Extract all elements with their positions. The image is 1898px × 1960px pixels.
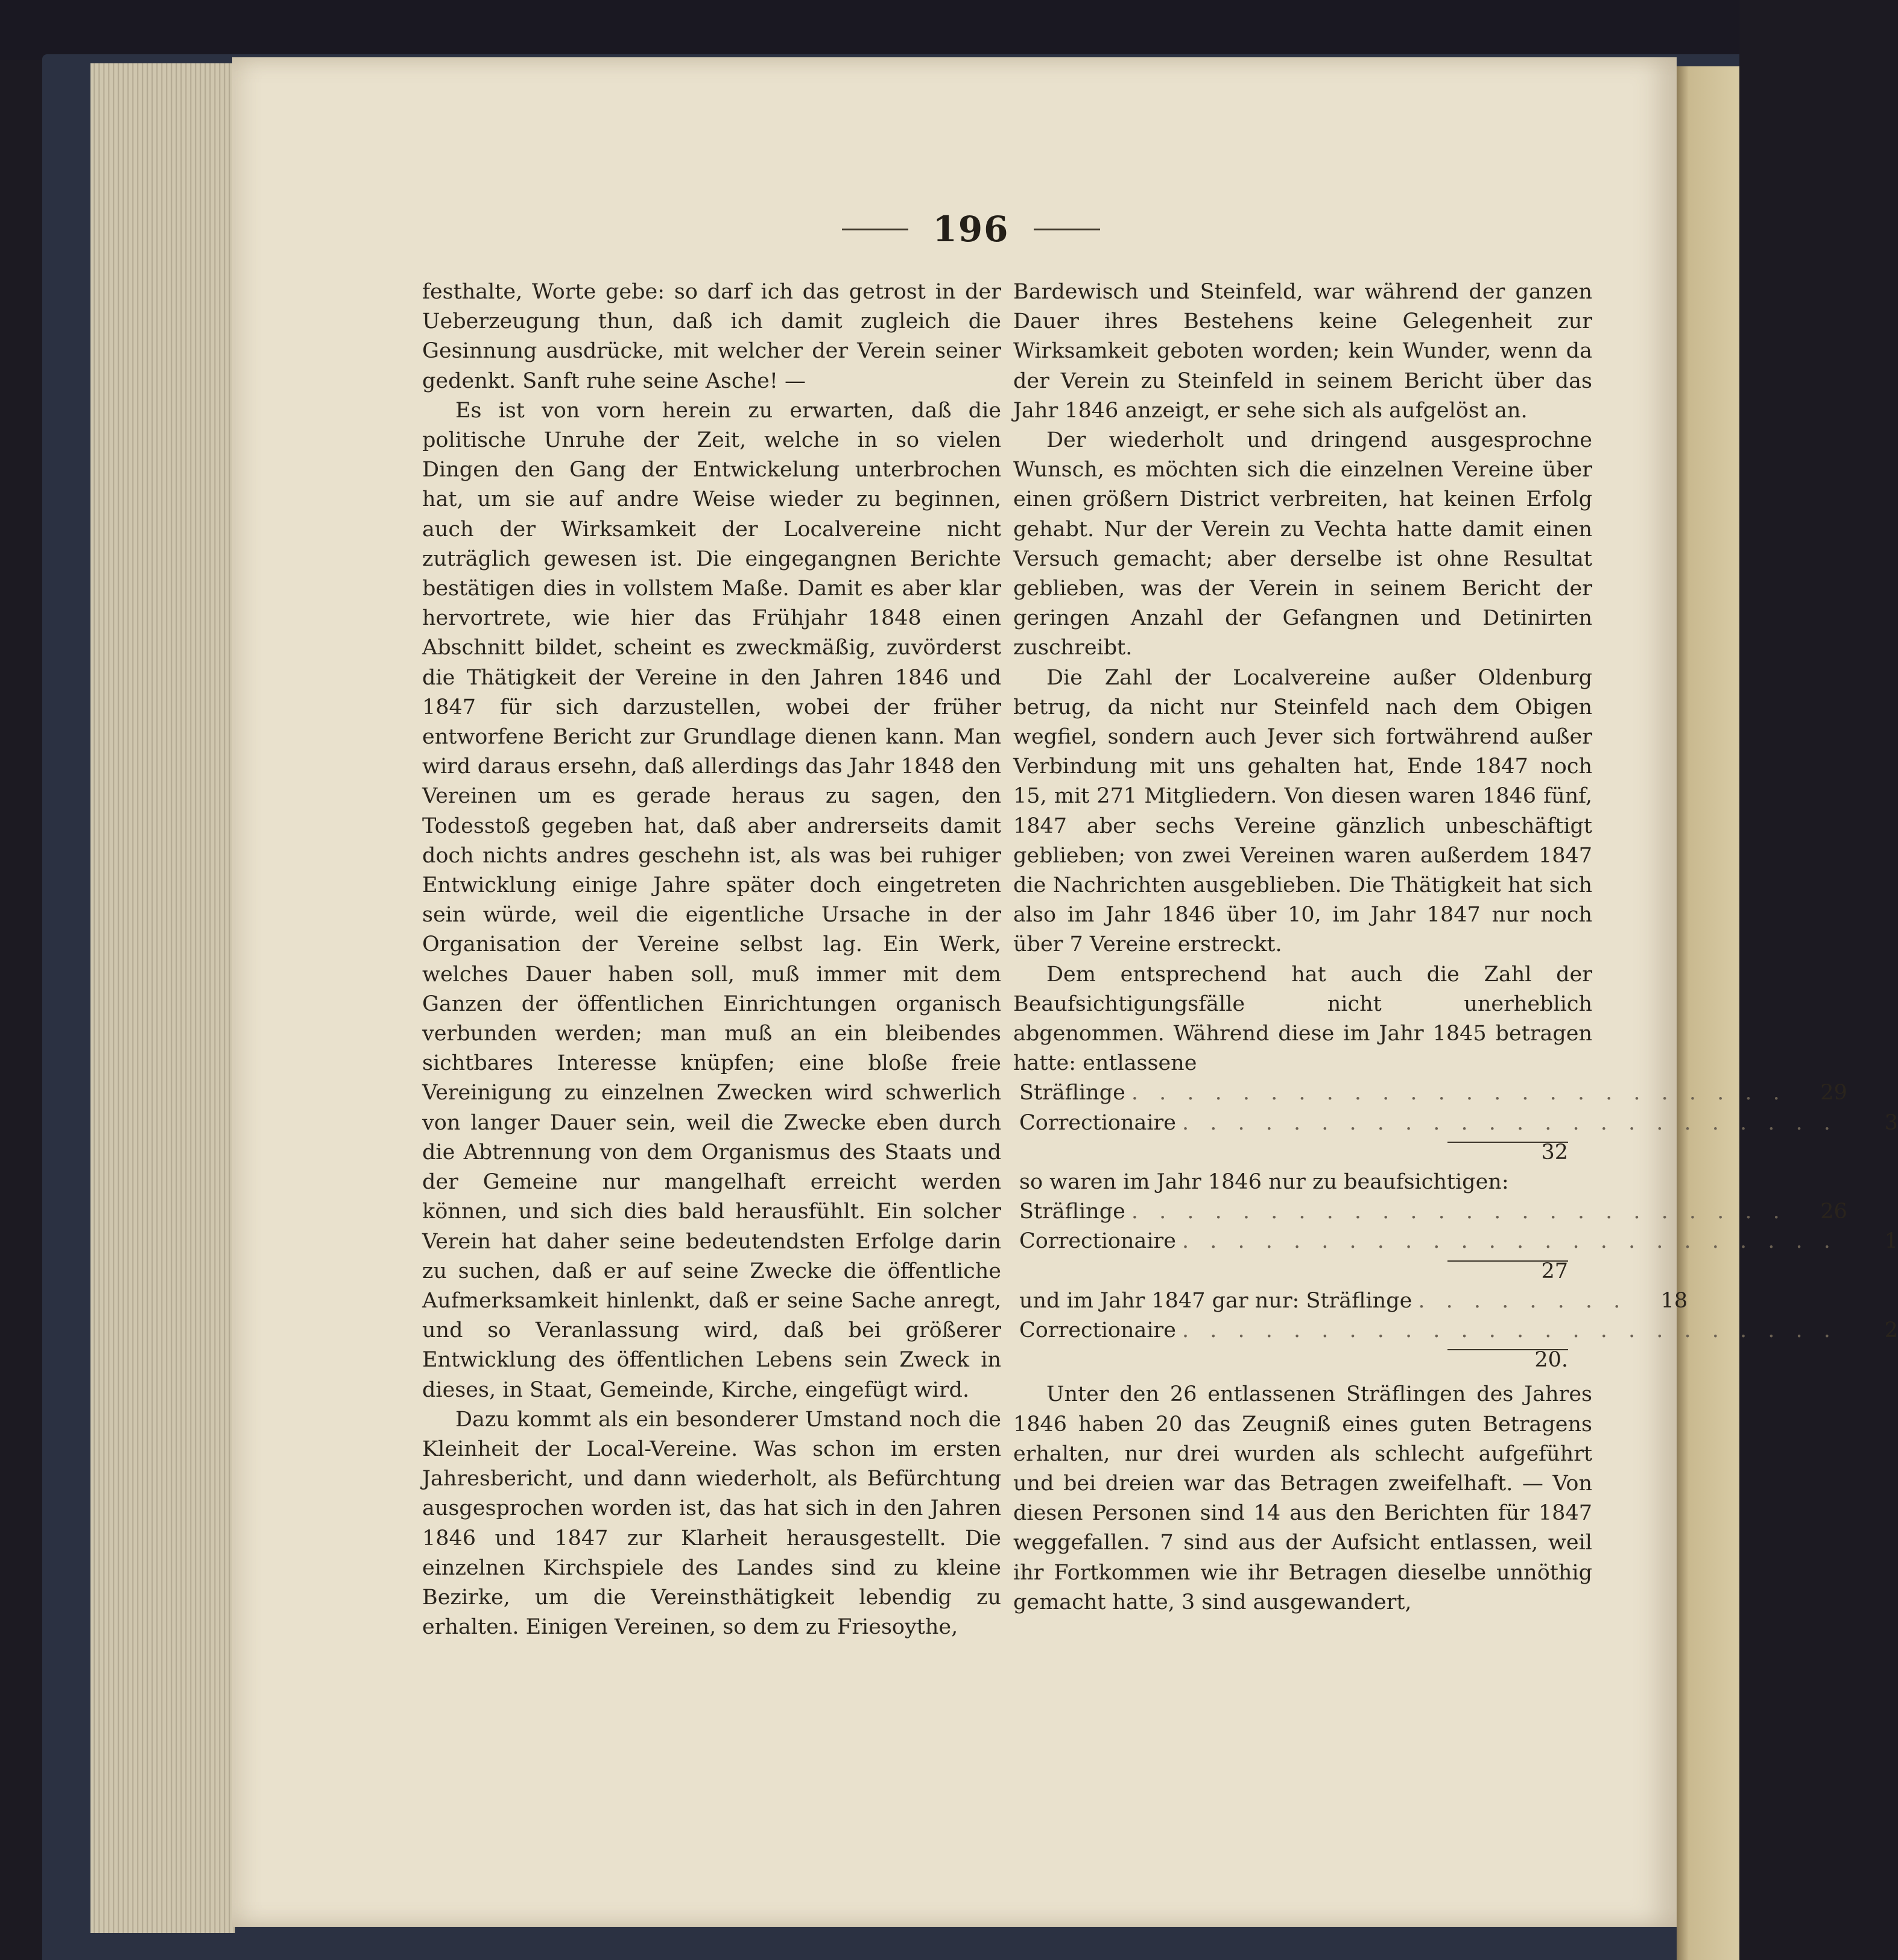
paragraph: festhalte, Worte gebe: so darf ich das getrost in der Ueberzeugung thun, daß ich damit zugleich die Gesinnung ausdrücke, mit welcher der Verein seiner gedenkt. Sanft ruhe seine Asche! —: [422, 280, 1001, 393]
paragraph: Es ist von vorn herein zu erwarten, daß die politische Unruhe der Zeit, welche in so vielen Dingen den Gang der Entwickelung unterbrochen hat, um sie auf andre Weise wieder zu beginnen, auch der Wirksamkeit der Localvereine nicht zuträglich gewesen ist. Die eingegangnen Berichte bestätigen dies in vollstem Maße. Damit es aber klar hervortrete, wie hier das Frühjahr 1848 einen Abschnitt bildet, scheint es zweckmäßig, zuvörderst die Thätigkeit der Vereine in den Jahren 1846 und 1847 für sich darzustellen, wobei der früher entworfene Bericht zur Grundlage dienen kann. Man wird daraus ersehn, daß allerdings das Jahr 1848 den Vereinen um es gerade heraus zu sagen, den Todesstoß gegeben hat, daß aber andrerseits damit doch nichts andres geschehn ist, als was bei ruhiger Entwicklung einige Jahre später doch eingetreten sein würde, weil die eigentliche Ursache in der Organisation der Vereine selbst lag. Ein Werk, welches Dauer haben soll, muß immer mit dem Ganzen der öffentlichen Einrichtungen organisch verbunden werden; man muß an ein bleibendes sichtbares Interesse knüpfen; eine bloße freie Vereinigung zu einzelnen Zwecken wird schwerlich von langer Dauer sein, weil die Zwecke eben durch die Abtrennung von dem Organismus des Staats und der Gemeine nur mangelhaft erreicht werden können, und sich dies bald herausfühlt. Ein solcher Verein hat daher seine bedeutendsten Erfolge darin zu suchen, daß er auf seine Zwecke die öffentliche Aufmerksamkeit hinlenkt, daß er seine Sache anregt, und so Veranlassung wird, daß bei größerer Entwicklung des öffentlichen Lebens sein Zweck in dieses, in Staat, Gemeinde, Kirche, eingefügt wird.: [422, 398, 1001, 1402]
right-column: [1013, 277, 1898, 1617]
paragraph: Dazu kommt als ein besonderer Umstand noch die Kleinheit der Local-Vereine. Was schon im ersten Jahresbericht, und dann wiederholt, als Befürchtung ausgesprochen worden ist, das hat sich in den Jahren 1846 und 1847 zur Klarheit herausgestellt. Die einzelnen Kirchspiele des Landes sind zu kleine Bezirke, um die Vereinsthätigkeit lebendig zu erhalten. Einigen Vereinen, so dem zu Friesoythe,: [422, 1407, 1001, 1640]
facing-page-edge: [1677, 66, 1739, 1960]
row-label: und im Jahr 1847 gar nur: Sträflinge: [1019, 1288, 1412, 1313]
row-label: Correctionaire: [1019, 1318, 1177, 1342]
paragraph: Bardewisch und Steinfeld, war während der ganzen Dauer ihres Bestehens keine Gelegenheit zur Wirksamkeit geboten worden; kein Wunder, wenn da der Verein zu Steinfeld in seinem Bericht über das Jahr 1846 anzeigt, er sehe sich als aufgelöst an.: [1013, 280, 1592, 423]
paragraph: Unter den 26 entlassenen Sträflingen des Jahres 1846 haben 20 das Zeugniß eines guten Betragens erhalten, nur drei wurden als schlecht aufgeführt und bei dreien war das Betragen zweifelhaft. — Von diesen Personen sind 14 aus den Berichten für 1847 weggefallen. 7 sind aus der Aufsicht entlassen, weil ihr Fortkommen wie ihr Betragen dieselbe unnöthig gemacht hatte, 3 sind ausgewandert,: [1013, 1382, 1592, 1614]
table-row: [1019, 1078, 1847, 1108]
header-rule-right: [1034, 229, 1100, 230]
row-label: Correctionaire: [1019, 1110, 1177, 1135]
row-label: Correctionaire: [1019, 1229, 1177, 1254]
dot-leader: . . . . . . . . . . . . . . . . . . . . . . . .: [1182, 1229, 1838, 1254]
table-row: [1019, 1227, 1898, 1256]
left-column: [422, 277, 1001, 1642]
header-rule-left: [842, 229, 908, 230]
paragraph: Der wiederholt und dringend ausgesprochne Wunsch, es möchten sich die einzelnen Vereine über einen größern District verbreiten, hat keinen Erfolg gehabt. Nur der Verein zu Vechta hatte damit einen Versuch gemacht; aber derselbe ist ohne Resultat geblieben, was der Verein in seinem Bericht der geringen Anzahl der Gefangnen und Detinirten zuschreibt.: [1013, 428, 1592, 660]
paragraph: Dem entsprechend hat auch die Zahl der Beaufsichtigungsfälle nicht unerheblich abgenommen. Während diese im Jahr 1845 betragen hatte: entlassene: [1013, 962, 1592, 1076]
page-header: [802, 208, 1140, 250]
row-total: 20.: [1534, 1348, 1568, 1373]
table-row: [1019, 1108, 1898, 1138]
backdrop: [0, 0, 1739, 60]
table-total-row: [1019, 1257, 1568, 1286]
row-value: 18: [1660, 1288, 1688, 1313]
paragraph: Die Zahl der Localvereine außer Oldenburg betrug, da nicht nur Steinfeld nach dem Obigen wegfiel, sondern auch Jever sich fortwährend außer Verbindung mit uns gehalten hat, Ende 1847 noch 15, mit 271 Mitgliedern. Von diesen waren 1846 fünf, 1847 aber sechs Vereine gänzlich unbeschäftigt geblieben; von zwei Vereinen waren außerdem 1847 die Nachrichten ausgeblieben. Die Thätigkeit hat sich also im Jahr 1846 über 10, im Jahr 1847 nur noch über 7 Vereine erstreckt.: [1013, 665, 1592, 957]
dot-leader: . . . . . . . . . . . . . . . . . . . . . . . .: [1182, 1318, 1838, 1342]
row-label: Sträflinge: [1019, 1081, 1125, 1105]
row-value: 3: [1884, 1110, 1898, 1135]
table-row: [1019, 1286, 1688, 1316]
table-row: [1019, 1316, 1898, 1345]
dot-leader: . . . . . . . . . . . . . . . . . . . . . . . .: [1131, 1200, 1787, 1224]
supervision-table: [1019, 1078, 1898, 1375]
table-row: [1019, 1197, 1847, 1227]
table-total-row: [1019, 1345, 1568, 1375]
row-value: 1: [1884, 1229, 1898, 1254]
row-value: 2: [1884, 1318, 1898, 1342]
row-value: 29: [1820, 1081, 1847, 1105]
table-intro: so waren im Jahr 1846 nur zu beaufsichtigen:: [1019, 1170, 1509, 1195]
row-total: 32: [1541, 1140, 1568, 1165]
page-number: 196: [932, 209, 1010, 250]
table-total-row: [1019, 1138, 1568, 1168]
row-total: 27: [1541, 1259, 1568, 1283]
dot-leader: . . . . . . . . . . . . . . . . . . . . . . . .: [1182, 1110, 1838, 1135]
row-label: Sträflinge: [1019, 1200, 1125, 1224]
dot-leader: . . . . . . . .: [1418, 1288, 1628, 1313]
page-edges: [90, 63, 235, 1933]
row-value: 26: [1820, 1200, 1847, 1224]
dot-leader: . . . . . . . . . . . . . . . . . . . . . . . .: [1131, 1081, 1787, 1105]
